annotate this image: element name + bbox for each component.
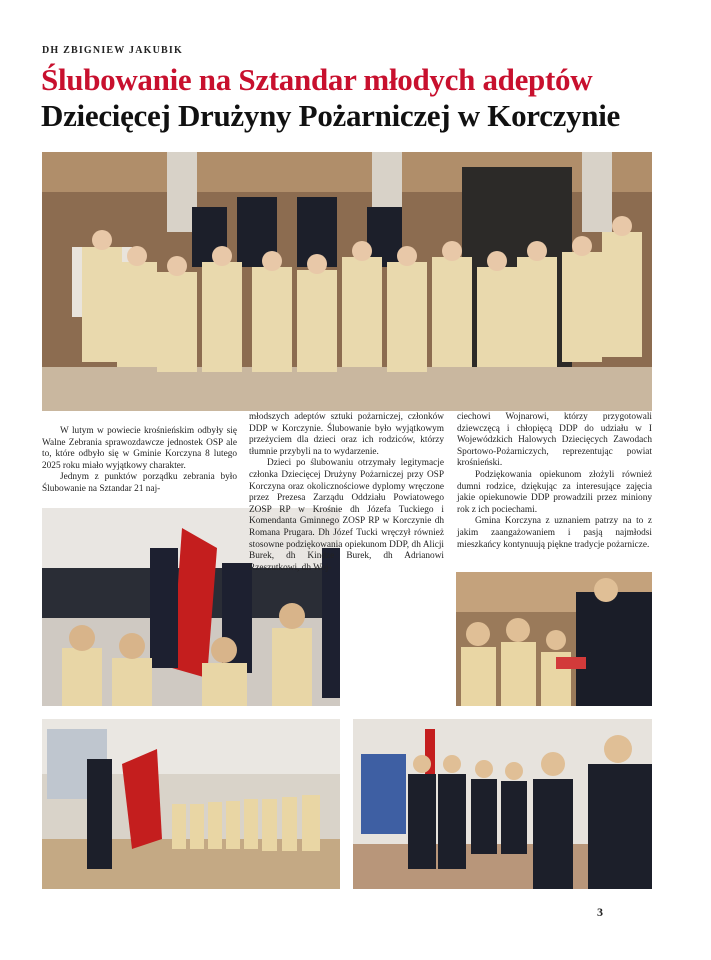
paragraph-oath: młodszych adeptów sztuki pożarniczej, członków DDP w Korczynie. Ślubowanie było wyjątkowym przeżyciem dla dzieci oraz ich rodziców, którzy tłumnie przybyli na to wydarzenie.: [249, 412, 444, 457]
officials-photo: [353, 719, 652, 889]
award-photo: [456, 572, 652, 706]
paragraph-closing: Gmina Korczyna z uznaniem patrzy na to z jakim zaangażowaniem i pasją najmłodsi mieszkańcy kontynuują piękne tradycje pożarnicze.: [457, 516, 652, 550]
group-photo: [42, 152, 652, 411]
paragraph-diplomas: Dzieci po ślubowaniu otrzymały legitymacje członka Dziecięcej Drużyny Pożarniczej przy OSP Korczyna oraz okolicznościowe dyplomy wręczone przez Prezesa Zarządu Oddziału Powiatowego ZOSP RP w Krośnie dh Józefa Tuckiego i Komendanta Gminnego ZOSP RP w Korczynie dh Romana Prugara. Dh Józef Tucki wręczył również stosowne podziękowania opiekunom DDP, dh Alicji Burek, dh Kindze Burek, dh Adrianowi Rzeszutkowi, dh Woj-: [249, 458, 444, 573]
lineup-photo: [42, 719, 340, 889]
byline: DH ZBIGNIEW JAKUBIK: [42, 45, 183, 56]
paragraph-agenda: Jednym z punktów porządku zebrania było Ślubowanie na Sztandar 21 naj-: [42, 472, 237, 494]
paragraph-thanks: Podziękowania opiekunom złożyli również dumni rodzice, dziękując za interesujące zajęcia jakie opiekunowie DDP prowadzili przez miniony rok z ich pociechami.: [457, 469, 652, 515]
text-column-3: [457, 412, 652, 551]
paragraph-instructors: ciechowi Wojnarowi, którzy przygotowali dziewczęcą i chłopięcą DDP do udziału w I Wojewódzkich Halowych Dziecięcych Zawodach Sportowo-Pożarniczych, reprezentując powiat krośnieński.: [457, 412, 652, 469]
page-number: 3: [597, 905, 603, 919]
article-title-line1: Ślubowanie na Sztandar młodych adeptów: [41, 62, 593, 97]
text-column-1: [42, 426, 237, 496]
article-title-line2: Dziecięcej Drużyny Pożarniczej w Korczynie: [41, 98, 621, 133]
text-column-2: [249, 412, 444, 574]
paragraph-intro: W lutym w powiecie krośnieńskim odbyły się Walne Zebrania sprawozdawcze jednostek OSP ale to, które odbyło się w Gminie Korczyna 8 lutego 2025 roku miało wyjątkowy charakter.: [42, 426, 237, 471]
